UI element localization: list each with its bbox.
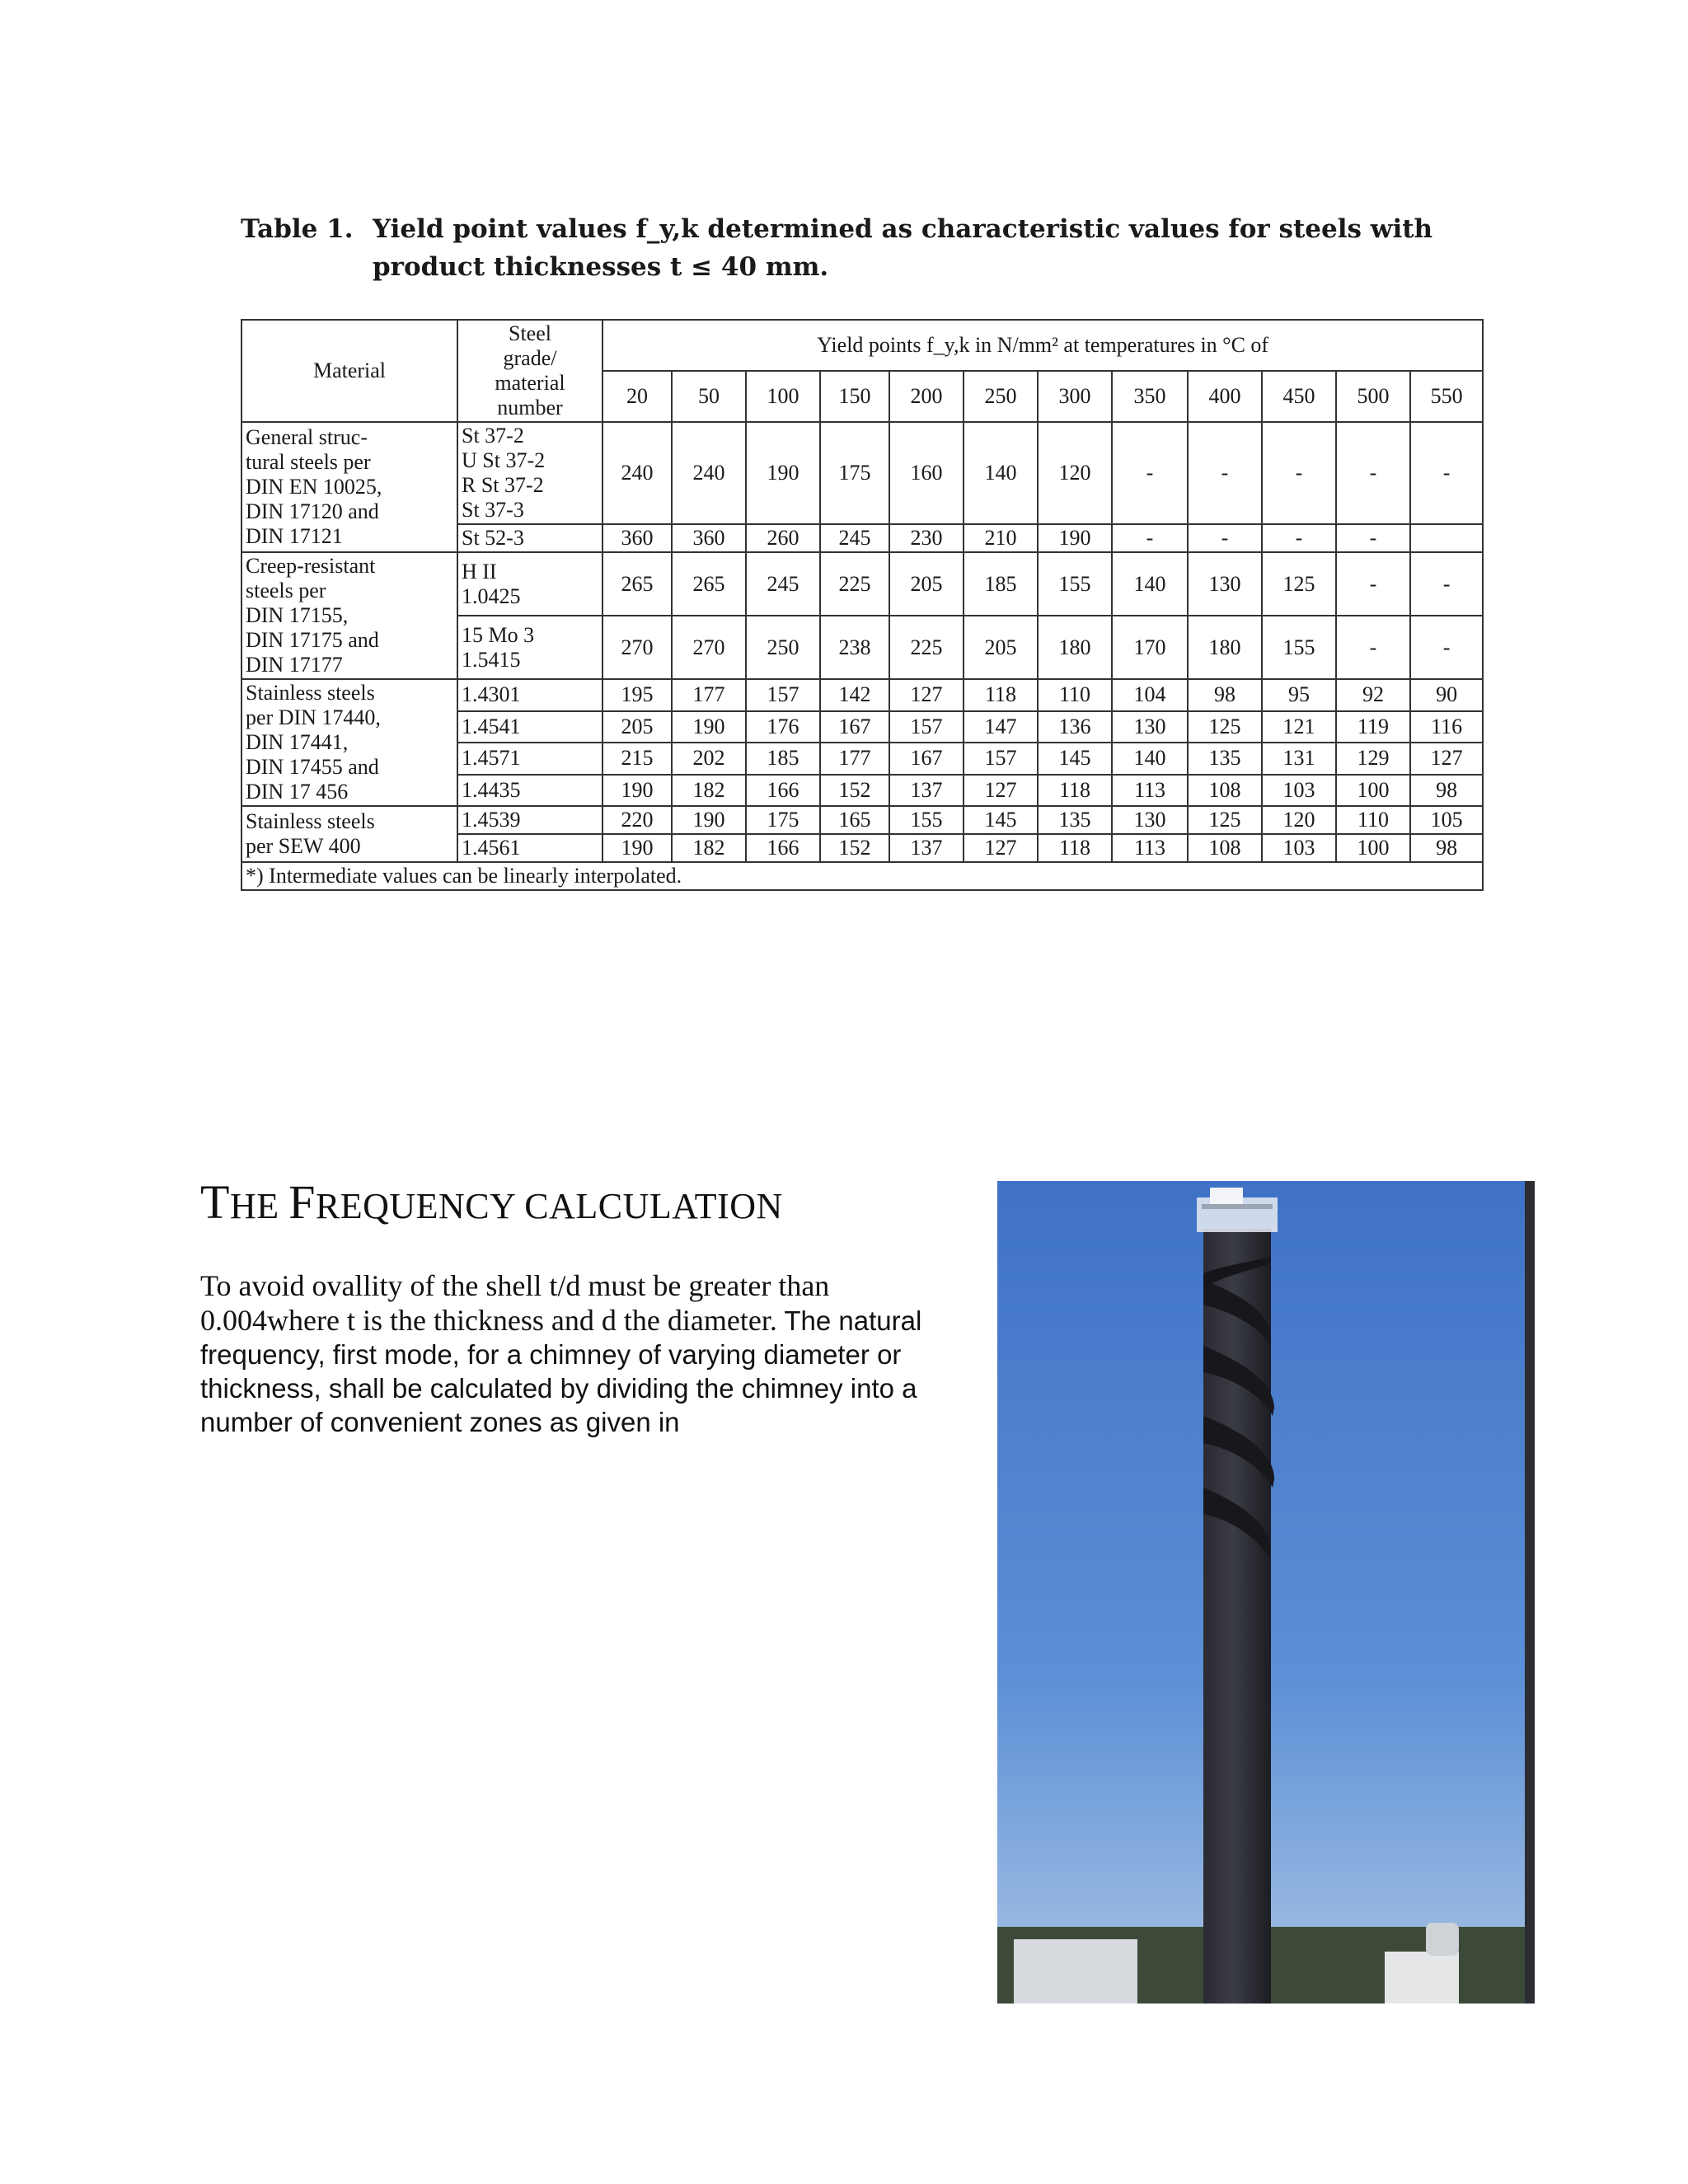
grade-cell <box>457 806 603 834</box>
yield-value-cell: 152 <box>820 834 889 862</box>
yield-value-cell: 182 <box>672 834 746 862</box>
yield-value-cell: 245 <box>820 524 889 552</box>
yield-value-cell: 250 <box>746 616 820 679</box>
yield-value-cell: 120 <box>1262 806 1336 834</box>
yield-value-cell: 92 <box>1336 679 1410 711</box>
table-row <box>241 806 1483 834</box>
title-initial-f: F <box>288 1175 316 1229</box>
yield-value-cell: 98 <box>1188 679 1262 711</box>
yield-value-cell: - <box>1262 422 1336 524</box>
header-temperature: 450 <box>1262 371 1336 422</box>
header-temperature: 250 <box>964 371 1038 422</box>
yield-value-cell: 177 <box>820 743 889 775</box>
yield-value-cell: 118 <box>1038 834 1112 862</box>
yield-value-cell: 170 <box>1112 616 1188 679</box>
yield-value-cell: 130 <box>1112 806 1188 834</box>
header-grade-line: Steel <box>509 321 551 345</box>
table-footnote: *) Intermediate values can be linearly interpolated. <box>241 862 1483 890</box>
yield-value-cell: 95 <box>1262 679 1336 711</box>
grade-cell <box>457 711 603 743</box>
material-line: steels per <box>246 579 326 602</box>
yield-value-cell: 167 <box>889 743 964 775</box>
yield-value-cell: 140 <box>964 422 1038 524</box>
yield-value-cell: 225 <box>889 616 964 679</box>
yield-value-cell: 220 <box>603 806 672 834</box>
yield-value-cell: 103 <box>1262 775 1336 807</box>
title-part-requency: REQUENCY CALCULATION <box>315 1186 783 1226</box>
yield-value-cell: 165 <box>820 806 889 834</box>
yield-value-cell: 136 <box>1038 711 1112 743</box>
yield-value-cell: - <box>1336 616 1410 679</box>
yield-value-cell: 225 <box>820 552 889 616</box>
header-temperature: 500 <box>1336 371 1410 422</box>
yield-value-cell: 177 <box>672 679 746 711</box>
yield-value-cell: 127 <box>964 834 1038 862</box>
material-line: DIN 17175 and <box>246 628 379 652</box>
yield-value-cell: 167 <box>820 711 889 743</box>
yield-value-cell: 125 <box>1188 711 1262 743</box>
yield-value-cell: 125 <box>1262 552 1336 616</box>
yield-value-cell: 140 <box>1112 552 1188 616</box>
yield-value-cell: 127 <box>964 775 1038 807</box>
material-cell <box>241 806 457 862</box>
yield-value-cell: - <box>1188 524 1262 552</box>
grade-cell <box>457 422 603 524</box>
yield-value-cell: 90 <box>1410 679 1483 711</box>
header-grade-line: grade/ <box>503 346 557 370</box>
material-line: Stainless steels <box>246 681 375 705</box>
yield-value-cell: 185 <box>964 552 1038 616</box>
material-line: per SEW 400 <box>246 834 361 858</box>
yield-value-cell: 113 <box>1112 834 1188 862</box>
yield-value-cell: - <box>1336 524 1410 552</box>
chimney-photo <box>997 1181 1535 2004</box>
yield-value-cell: 230 <box>889 524 964 552</box>
yield-value-cell: 121 <box>1262 711 1336 743</box>
header-temperature: 20 <box>603 371 672 422</box>
grade-line: 1.4561 <box>462 836 521 860</box>
yield-value-cell: 215 <box>603 743 672 775</box>
yield-value-cell: 360 <box>603 524 672 552</box>
material-cell <box>241 679 457 806</box>
yield-value-cell: 180 <box>1038 616 1112 679</box>
material-line: Creep-resistant <box>246 554 376 578</box>
grade-line: H II <box>462 559 497 583</box>
grade-line: 1.4301 <box>462 682 521 707</box>
header-grade-line: number <box>497 396 563 419</box>
yield-value-cell: 131 <box>1262 743 1336 775</box>
header-temperature: 400 <box>1188 371 1262 422</box>
yield-value-cell: 270 <box>672 616 746 679</box>
grade-line: St 52-3 <box>462 526 524 550</box>
yield-value-cell: 110 <box>1336 806 1410 834</box>
yield-value-cell: 182 <box>672 775 746 807</box>
yield-value-cell: 260 <box>746 524 820 552</box>
caption-text: Yield point values f_y,k determined as characteristic values for steels with product thicknesses t ≤ 40 mm. <box>373 214 1433 282</box>
yield-value-cell: 205 <box>889 552 964 616</box>
body-sans-text: The natural frequency, first mode, for a chimney of varying diameter or thickness, shall be calculated by dividing the chimney into a number of convenient zones as given in <box>200 1305 922 1437</box>
yield-value-cell: 190 <box>746 422 820 524</box>
yield-value-cell: 238 <box>820 616 889 679</box>
grade-line: 1.4571 <box>462 746 521 771</box>
yield-value-cell: 100 <box>1336 834 1410 862</box>
yield-value-cell: 145 <box>964 806 1038 834</box>
yield-value-cell: 176 <box>746 711 820 743</box>
material-cell <box>241 422 457 552</box>
yield-value-cell: 116 <box>1410 711 1483 743</box>
material-line: Stainless steels <box>246 809 375 833</box>
yield-point-table <box>241 319 1484 891</box>
yield-value-cell: 166 <box>746 775 820 807</box>
grade-cell <box>457 834 603 862</box>
yield-value-cell: 135 <box>1188 743 1262 775</box>
yield-value-cell: 265 <box>603 552 672 616</box>
material-line: DIN EN 10025, <box>246 475 382 499</box>
yield-value-cell: 98 <box>1410 834 1483 862</box>
title-initial-t: T <box>200 1175 230 1229</box>
yield-value-cell: 127 <box>889 679 964 711</box>
header-temperature: 50 <box>672 371 746 422</box>
yield-value-cell: 100 <box>1336 775 1410 807</box>
yield-value-cell: 185 <box>746 743 820 775</box>
yield-value-cell: - <box>1410 422 1483 524</box>
yield-value-cell: 265 <box>672 552 746 616</box>
grade-line: 1.0425 <box>462 583 521 608</box>
yield-value-cell: 129 <box>1336 743 1410 775</box>
grade-cell <box>457 775 603 807</box>
yield-value-cell: 152 <box>820 775 889 807</box>
material-line: DIN 17121 <box>246 524 343 548</box>
yield-value-cell: 160 <box>889 422 964 524</box>
body-serif-text: To avoid ovallity of the shell t/d must be greater than 0.004where t is the thickness and d the diameter. <box>200 1269 830 1337</box>
header-temperature: 350 <box>1112 371 1188 422</box>
grade-line: St 37-2 <box>462 424 524 448</box>
material-line: DIN 17455 and <box>246 755 379 779</box>
table-row <box>241 422 1483 524</box>
grade-cell <box>457 524 603 552</box>
yield-value-cell: 155 <box>1262 616 1336 679</box>
yield-value-cell: - <box>1336 422 1410 524</box>
yield-value-cell: 166 <box>746 834 820 862</box>
grade-line: St 37-3 <box>462 498 524 522</box>
body-paragraph <box>200 1269 975 1440</box>
grade-line: R St 37-2 <box>462 473 544 497</box>
material-line: DIN 17155, <box>246 603 349 627</box>
yield-value-cell: 118 <box>1038 775 1112 807</box>
header-material: Material <box>241 320 457 422</box>
grade-cell <box>457 552 603 616</box>
material-line: tural steels per <box>246 450 371 474</box>
material-line: DIN 17441, <box>246 730 349 754</box>
yield-value-cell: 190 <box>603 834 672 862</box>
header-temperature: 200 <box>889 371 964 422</box>
table-row <box>241 679 1483 711</box>
yield-value-cell: 210 <box>964 524 1038 552</box>
yield-value-cell: 142 <box>820 679 889 711</box>
yield-value-cell: 190 <box>1038 524 1112 552</box>
yield-value-cell: 245 <box>746 552 820 616</box>
grade-line: 1.4435 <box>462 777 521 802</box>
yield-value-cell: 98 <box>1410 775 1483 807</box>
yield-value-cell: 125 <box>1188 806 1262 834</box>
header-grade-line: material <box>495 371 565 395</box>
header-temperature: 150 <box>820 371 889 422</box>
yield-value-cell: 105 <box>1410 806 1483 834</box>
yield-value-cell: 108 <box>1188 775 1262 807</box>
yield-value-cell: 157 <box>964 743 1038 775</box>
header-temperature: 100 <box>746 371 820 422</box>
caption-label: Table 1. <box>241 214 354 244</box>
material-line: DIN 17120 and <box>246 499 379 523</box>
yield-value-cell: - <box>1188 422 1262 524</box>
grade-line: U St 37-2 <box>462 448 546 472</box>
yield-value-cell: - <box>1262 524 1336 552</box>
grade-line: 1.4539 <box>462 808 521 832</box>
title-part-he: HE <box>229 1186 289 1226</box>
yield-value-cell: 190 <box>672 806 746 834</box>
yield-value-cell: - <box>1336 552 1410 616</box>
yield-value-cell: 205 <box>964 616 1038 679</box>
yield-value-cell: 360 <box>672 524 746 552</box>
yield-value-cell: 240 <box>672 422 746 524</box>
grade-line: 1.4541 <box>462 714 521 738</box>
material-line: DIN 17177 <box>246 653 343 677</box>
yield-value-cell: 175 <box>746 806 820 834</box>
yield-value-cell: 157 <box>746 679 820 711</box>
yield-value-cell: 137 <box>889 834 964 862</box>
yield-value-cell: 140 <box>1112 743 1188 775</box>
yield-value-cell: 202 <box>672 743 746 775</box>
material-line: per DIN 17440, <box>246 705 381 729</box>
yield-value-cell: - <box>1112 422 1188 524</box>
yield-value-cell: 130 <box>1188 552 1262 616</box>
grade-line: 1.5415 <box>462 647 521 672</box>
yield-value-cell: 108 <box>1188 834 1262 862</box>
header-yield-points: Yield points f_y,k in N/mm² at temperatures in °C of <box>603 320 1483 371</box>
yield-value-cell: 190 <box>603 775 672 807</box>
yield-value-cell: 195 <box>603 679 672 711</box>
yield-value-cell: 147 <box>964 711 1038 743</box>
yield-value-cell: 157 <box>889 711 964 743</box>
yield-value-cell: - <box>1112 524 1188 552</box>
table-row <box>241 552 1483 616</box>
yield-value-cell: 120 <box>1038 422 1112 524</box>
material-line: DIN 17 456 <box>246 780 349 804</box>
yield-value-cell: 270 <box>603 616 672 679</box>
yield-value-cell: 130 <box>1112 711 1188 743</box>
grade-cell <box>457 743 603 775</box>
grade-cell <box>457 679 603 711</box>
chimney-shaft <box>1203 1229 1271 2004</box>
table-caption <box>241 210 1469 286</box>
yield-value-cell <box>1410 524 1483 552</box>
yield-value-cell: 205 <box>603 711 672 743</box>
grade-cell <box>457 616 603 679</box>
yield-value-cell: 155 <box>889 806 964 834</box>
yield-value-cell: 119 <box>1336 711 1410 743</box>
yield-value-cell: 180 <box>1188 616 1262 679</box>
yield-value-cell: 110 <box>1038 679 1112 711</box>
header-grade <box>457 320 603 422</box>
grade-line: 15 Mo 3 <box>462 622 535 647</box>
header-temperature: 550 <box>1410 371 1483 422</box>
yield-value-cell: 175 <box>820 422 889 524</box>
section-title <box>200 1174 783 1230</box>
table-section <box>241 210 1469 891</box>
yield-value-cell: 137 <box>889 775 964 807</box>
yield-value-cell: - <box>1410 552 1483 616</box>
yield-value-cell: 135 <box>1038 806 1112 834</box>
yield-value-cell: 127 <box>1410 743 1483 775</box>
yield-value-cell: 145 <box>1038 743 1112 775</box>
yield-value-cell: 104 <box>1112 679 1188 711</box>
yield-value-cell: 113 <box>1112 775 1188 807</box>
yield-value-cell: 103 <box>1262 834 1336 862</box>
material-cell <box>241 552 457 679</box>
yield-value-cell: 240 <box>603 422 672 524</box>
yield-value-cell: 118 <box>964 679 1038 711</box>
header-temperature: 300 <box>1038 371 1112 422</box>
yield-value-cell: 155 <box>1038 552 1112 616</box>
yield-value-cell: 190 <box>672 711 746 743</box>
material-line: General struc- <box>246 425 368 449</box>
yield-value-cell: - <box>1410 616 1483 679</box>
